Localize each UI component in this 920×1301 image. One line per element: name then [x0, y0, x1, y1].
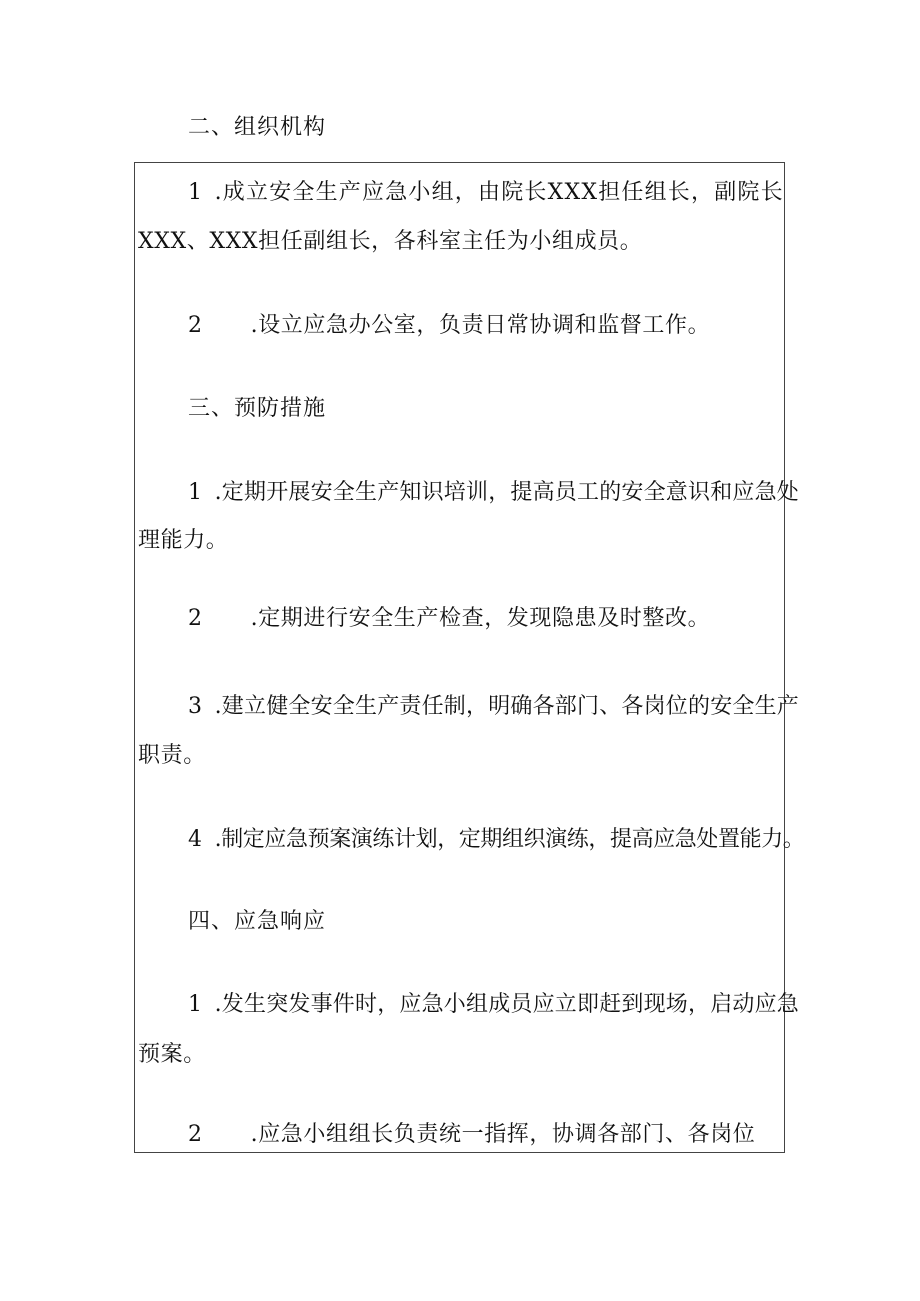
paragraph-3-3-line-1: [188, 692, 799, 722]
paragraph-4-2: [188, 1120, 755, 1150]
paragraph-text: .应急小组组长负责统一指挥，协调各部门、各岗位: [250, 1122, 756, 1147]
item-number: 3: [188, 694, 203, 719]
paragraph-text: .定期进行安全生产检查，发现隐患及时整改。: [250, 606, 711, 631]
paragraph-4-1-line-2: 预案。: [138, 1042, 206, 1067]
paragraph-text: .设立应急办公室，负责日常协调和监督工作。: [250, 313, 711, 338]
paragraph-3-2: [188, 604, 710, 634]
item-number: 1: [188, 992, 203, 1017]
paragraph-2-1-line-1: [188, 178, 784, 208]
paragraph-4-1-line-1: [188, 990, 799, 1020]
paragraph-3-1-line-1: [188, 478, 799, 508]
item-number: 2: [188, 1122, 203, 1147]
item-number: 4: [188, 827, 203, 852]
item-number: 1: [188, 480, 203, 505]
item-number: 1: [188, 180, 203, 205]
paragraph-text: .成立安全生产应急小组，由院长XXX担任组长，副院长: [214, 180, 784, 205]
paragraph-text: .发生突发事件时，应急小组成员应立即赶到现场，启动应急: [214, 992, 800, 1017]
item-number: 2: [188, 313, 203, 338]
paragraph-3-4: [188, 825, 804, 855]
paragraph-text: .定期开展安全生产知识培训，提高员工的安全意识和应急处: [214, 480, 800, 505]
paragraph-text: .制定应急预案演练计划，定期组织演练，提高应急处置能力。: [214, 827, 805, 852]
paragraph-2-1-line-2: XXX、XXX担任副组长，各科室主任为小组成员。: [138, 229, 643, 254]
paragraph-3-1-line-2: 理能力。: [138, 528, 229, 553]
section-heading-prevention: 三、预防措施: [188, 396, 327, 421]
section-heading-emergency-response: 四、应急响应: [188, 909, 327, 934]
section-heading-organization: 二、组织机构: [188, 115, 327, 140]
paragraph-2-2: [188, 311, 710, 341]
item-number: 2: [188, 606, 203, 631]
paragraph-text: .建立健全安全生产责任制，明确各部门、各岗位的安全生产: [214, 694, 800, 719]
paragraph-3-3-line-2: 职责。: [138, 743, 206, 768]
